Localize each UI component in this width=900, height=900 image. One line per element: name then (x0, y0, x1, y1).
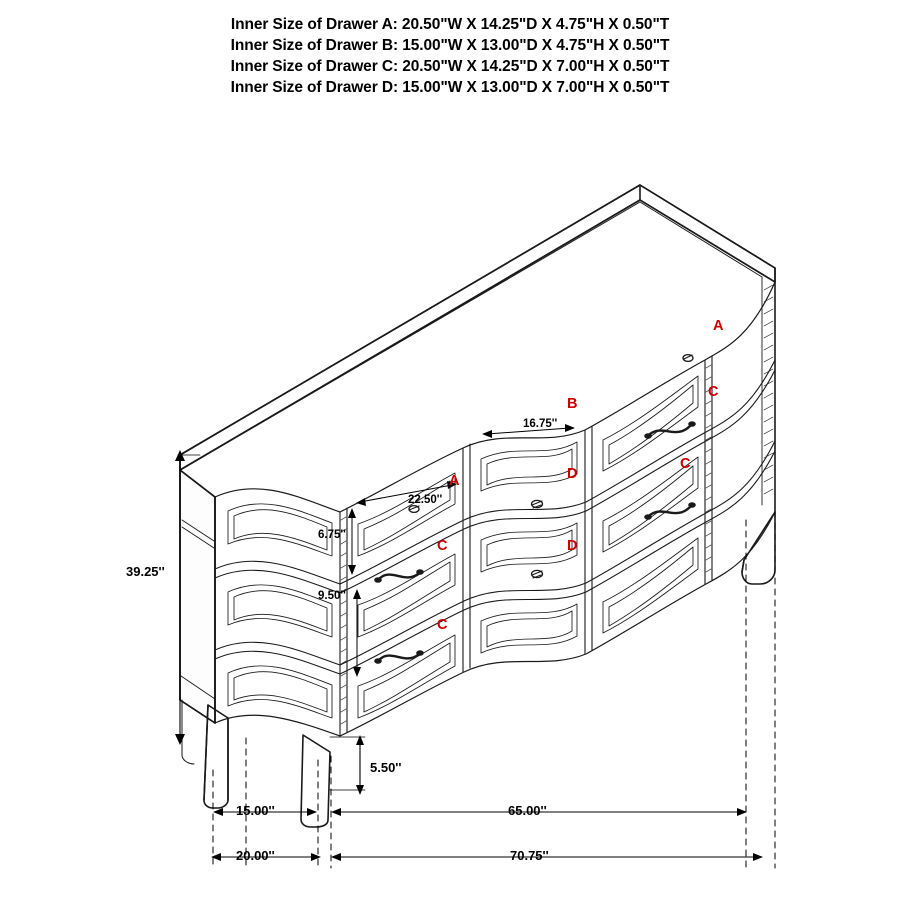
dim-side-depth: 15.00'' (236, 803, 275, 818)
dim-drawer-height-small: 6.75'' (318, 529, 346, 541)
spec-line-c: Inner Size of Drawer C: 20.50"W X 14.25"D X 7.00"H X 0.50"T (230, 58, 670, 75)
drawer-handles (375, 355, 695, 664)
spec-line-b: Inner Size of Drawer B: 15.00"W X 13.00"D X 4.75"H X 0.50"T (230, 37, 670, 54)
label-a-left-top: A (449, 473, 460, 489)
dim-drawer-width-large: 22.50'' (408, 494, 443, 506)
dresser-legs (182, 512, 775, 827)
dim-leg-span: 20.00'' (236, 848, 275, 863)
dim-leg-height: 5.50'' (370, 760, 402, 775)
dim-body-width: 65.00'' (508, 803, 547, 818)
label-c-left-lower: C (437, 617, 448, 633)
label-d-center-lower: D (567, 538, 578, 554)
drawer-knob (532, 500, 543, 508)
label-c-right-lower: C (680, 456, 691, 472)
spec-line-d: Inner Size of Drawer D: 15.00"W X 13.00"D X 7.00"H X 0.50"T (230, 79, 670, 96)
dresser-left-side-panel (180, 470, 215, 723)
label-c-right-upper: C (708, 384, 719, 400)
spec-line-a: Inner Size of Drawer A: 20.50"W X 14.25"D X 4.75"H X 0.50"T (230, 16, 670, 33)
dresser-top-surface (180, 185, 775, 470)
dim-overall-width: 70.75'' (510, 848, 549, 863)
dim-drawer-width-small: 16.75'' (523, 418, 558, 430)
drawer-knob (409, 506, 419, 513)
label-a-top-right: A (713, 318, 724, 334)
label-c-left-middle: C (437, 538, 448, 554)
label-b-center-top: B (567, 396, 578, 412)
drawer-knob (683, 355, 693, 362)
dim-drawer-height-large: 9.50'' (318, 590, 346, 602)
drawer-knob (532, 570, 543, 578)
dresser-horizontal-rails (215, 360, 775, 674)
label-d-center-middle: D (567, 466, 578, 482)
dim-overall-height: 39.25'' (126, 564, 165, 579)
dresser-vertical-dividers (340, 285, 773, 736)
